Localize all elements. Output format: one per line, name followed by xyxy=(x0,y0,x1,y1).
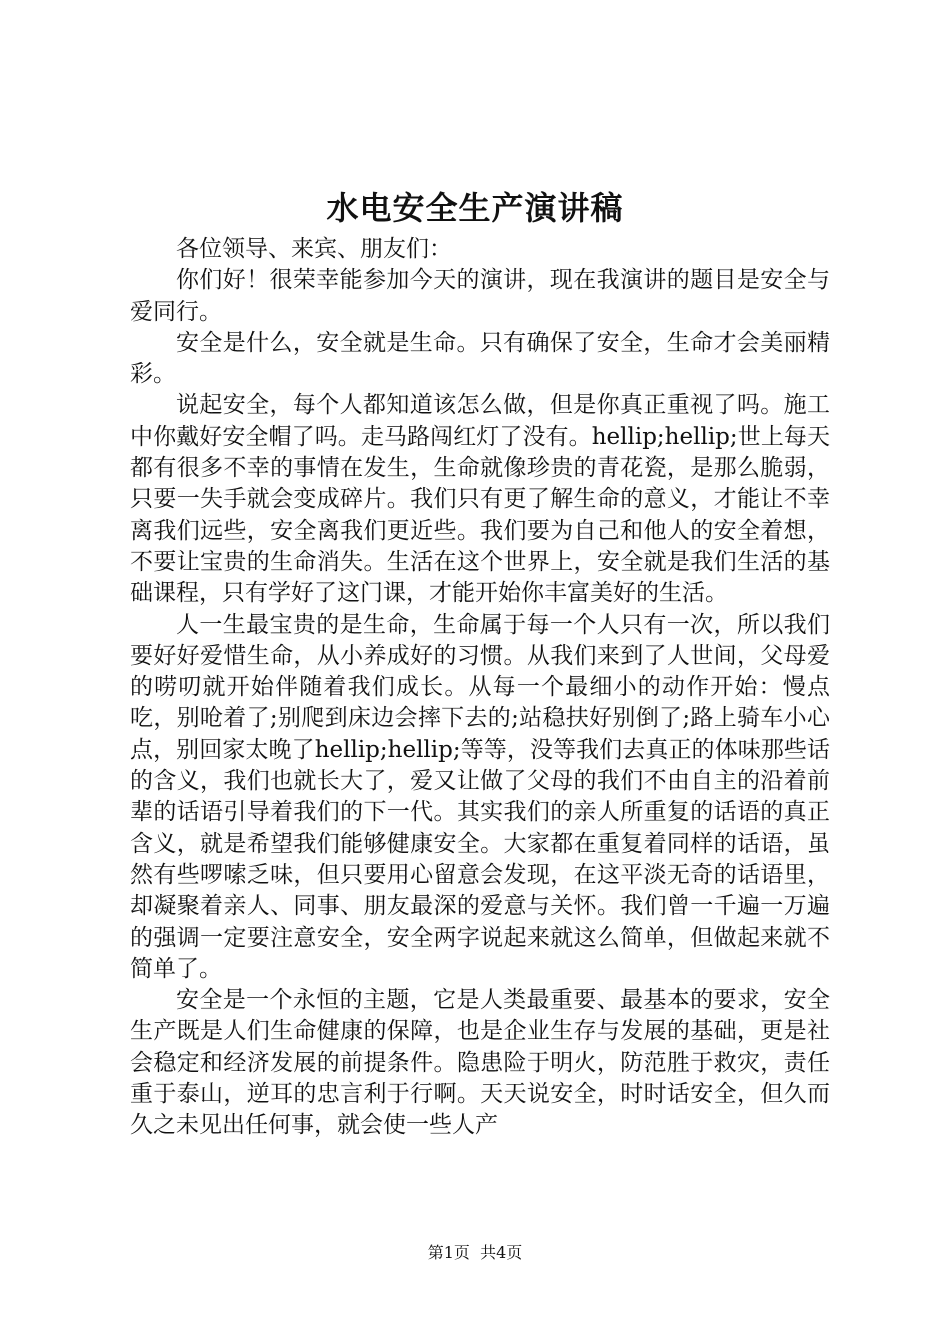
document-body xyxy=(130,234,830,1142)
page-footer xyxy=(0,1242,950,1264)
page-number: 第1页 共4页 xyxy=(427,1243,523,1262)
paragraph-opening: 你们好！很荣幸能参加今天的演讲，现在我演讲的题目是安全与爱同行。 xyxy=(130,267,830,325)
paragraph-importance: 说起安全，每个人都知道该怎么做，但是你真正重视了吗。施工中你戴好安全帽了吗。走马路闯红灯了没有。hellip;hellip;世上每天都有很多不幸的事情在发生，生命就像珍贵的青花瓷，是那么脆弱，只要一失手就会变成碎片。我们只有更了解生命的意义，才能让不幸离我们远些，安全离我们更近些。我们要为自己和他人的安全着想，不要让宝贵的生命消失。生活在这个世界上，安全就是我们生活的基础课程，只有学好了这门课，才能开始你丰富美好的生活。 xyxy=(130,392,830,607)
paragraph-greeting: 各位领导、来宾、朋友们： xyxy=(176,236,452,262)
paragraph-eternal-theme: 安全是一个永恒的主题，它是人类最重要、最基本的要求，安全生产既是人们生命健康的保障，也是企业生存与发展的基础，更是社会稳定和经济发展的前提条件。隐患险于明火，防范胜于救灾，责任重于泰山，逆耳的忠言利于行啊。天天说安全，时时话安全，但久而久之未见出任何事，就会使一些人产 xyxy=(130,987,830,1139)
paragraph-safety-is-life: 安全是什么，安全就是生命。只有确保了安全，生命才会美丽精彩。 xyxy=(130,329,830,388)
paragraph-family-care: 人一生最宝贵的是生命，生命属于每一个人只有一次，所以我们要好好爱惜生命，从小养成好的习惯。从我们来到了人世间，父母爱的唠叨就开始伴随着我们成长。从每一个最细小的动作开始：慢点吃，别呛着了;别爬到床边会摔下去的;站稳扶好别倒了;路上骑车小心点，别回家太晚了hellip;hellip;等等，没等我们去真正的体味那些话的含义，我们也就长大了，爱又让做了父母的我们不由自主的沿着前辈的话语引导着我们的下一代。其实我们的亲人所重复的话语的真正含义，就是希望我们能够健康安全。大家都在重复着同样的话语，虽然有些啰嗦乏味，但只要用心留意会发现，在这平淡无奇的话语里，却凝聚着亲人、同事、朋友最深的爱意与关怀。我们曾一千遍一万遍的强调一定要注意安全，安全两字说起来就这么简单，但做起来就不简单了。 xyxy=(130,611,830,982)
document-title: 水电安全生产演讲稿 xyxy=(326,189,624,227)
